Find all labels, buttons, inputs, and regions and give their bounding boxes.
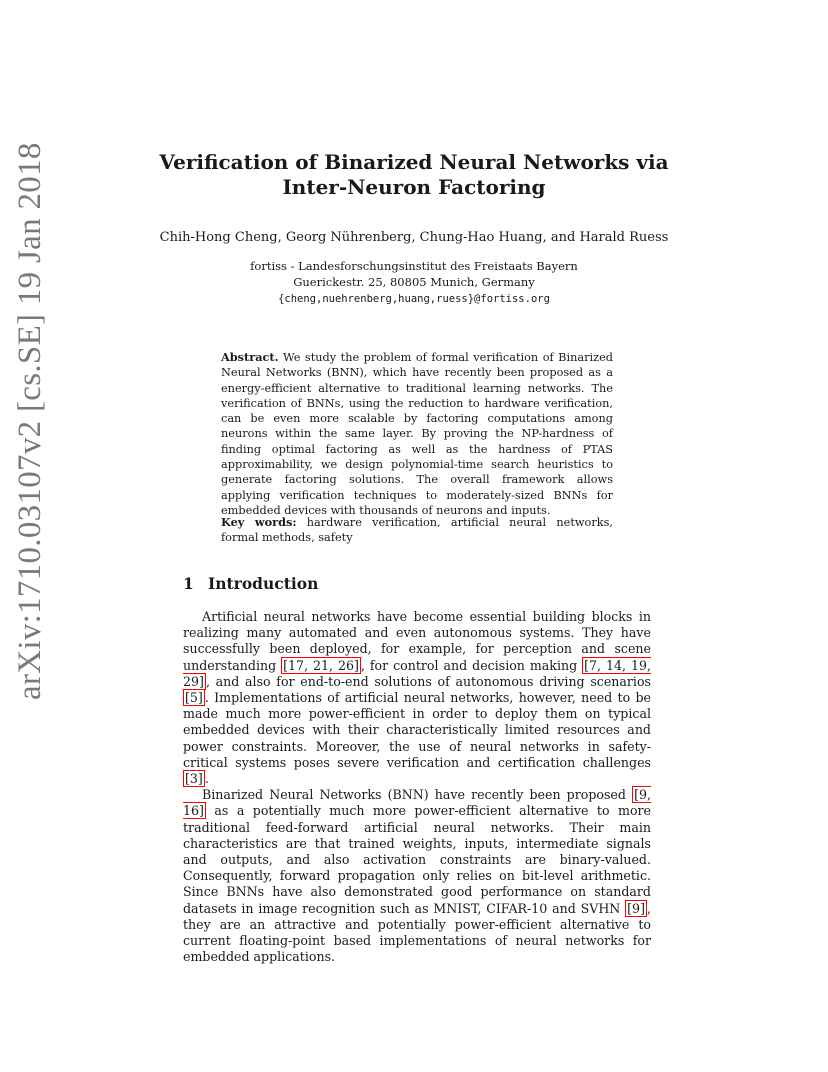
- arxiv-identifier: arXiv:1710.03107v2 [cs.SE] 19 Jan 2018: [12, 142, 48, 700]
- citation-link[interactable]: [5]: [185, 690, 203, 706]
- paper-title: [150, 150, 678, 200]
- section-number: 1: [183, 574, 194, 593]
- keywords: [221, 515, 613, 546]
- paragraph-text: Binarized Neural Networks (BNN) have recently been proposed: [202, 787, 633, 803]
- abstract: [221, 350, 613, 518]
- citation-link[interactable]: [9, 16]: [183, 787, 651, 819]
- title-line-2: Inter-Neuron Factoring: [282, 175, 546, 199]
- citation-link[interactable]: [3]: [185, 771, 203, 787]
- affiliation-line-1: fortiss - Landesforschungsinstitut des Freistaats Bayern: [250, 259, 578, 273]
- paragraph-text: as a potentially much more power-efficient alternative to more traditional feed-forward artificial neural networks. Their main characteristics are that trained weights, inputs, intermediate signals and outputs, and also activation constraints are binary-valued. Consequently, forward propagation only relies on bit-level arithmetic. Since BNNs have also demonstrated good performance on standard datasets in image recognition such as MNIST, CIFAR-10 and SVHN: [183, 803, 651, 916]
- paragraph-text: , they are an attractive and potentially power-efficient alternative to current floating-point based implementations of neural networks for embedded applications.: [183, 900, 651, 965]
- citation-link[interactable]: [7, 14, 19, 29]: [183, 657, 651, 689]
- section-title: Introduction: [208, 574, 319, 593]
- affiliation-line-2: Guerickestr. 25, 80805 Munich, Germany: [293, 275, 535, 289]
- affiliation: [150, 258, 678, 290]
- paragraph-1: [183, 609, 651, 787]
- abstract-text: We study the problem of formal verification of Binarized Neural Networks (BNN), which have recently been proposed as a energy-efficient alternative to traditional learning networks. The verification of BNNs, using the reduction to hardware verification, can be even more scalable by factoring computations among neurons within the same layer. By proving the NP-hardness of finding optimal factoring as well as the hardness of PTAS approximability, we design polynomial-time search heuristics to generate factoring solutions. The overall framework allows applying verification techniques to moderately-sized BNNs for embedded devices with thousands of neurons and inputs.: [221, 351, 613, 517]
- author-list: Chih-Hong Cheng, Georg Nührenberg, Chung-Hao Huang, and Harald Ruess: [159, 230, 669, 245]
- paragraph-text: Artificial neural networks have become essential building blocks in realizing many automated and even autonomous systems. They have successfully been deployed, for example, for perception and scene understanding: [183, 609, 651, 673]
- title-line-1: Verification of Binarized Neural Networks via: [159, 150, 669, 174]
- abstract-label: Abstract.: [221, 350, 279, 364]
- paragraph-text: , for control and decision making: [360, 657, 583, 673]
- paragraph-text: , and also for end-to-end solutions of autonomous driving scenarios: [205, 673, 651, 689]
- keywords-label: Key words:: [221, 515, 297, 529]
- section-heading: [183, 574, 318, 594]
- paragraph-text: .: [204, 771, 209, 787]
- author-emails: {cheng,nuehrenberg,huang,ruess}@fortiss.org: [278, 293, 550, 305]
- paragraph-text: . Implementations of artificial neural networks, however, need to be made much more power-efficient in order to deploy them on typical embedded devices with their characteristically limited resources and power constraints. Moreover, the use of neural networks in safety-critical systems poses severe verification and certification challenges: [183, 690, 651, 770]
- paragraph-2: [183, 787, 651, 965]
- citation-link[interactable]: [9]: [627, 900, 645, 916]
- keywords-text: hardware verification, artificial neural networks, formal methods, safety: [221, 516, 613, 545]
- introduction-body: [183, 609, 651, 965]
- citation-link[interactable]: [17, 21, 26]: [283, 657, 359, 673]
